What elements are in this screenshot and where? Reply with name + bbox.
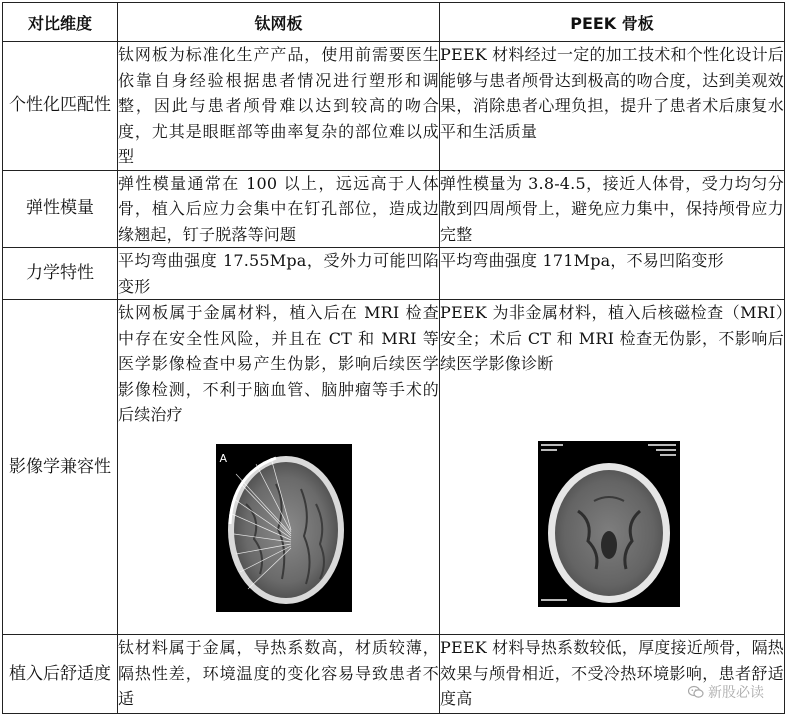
peek-ct-image-wrap (440, 441, 784, 615)
titanium-imaging-text: 钛网板属于金属材料，植入后在 MRI 检查中存在安全性风险，并且在 CT 和 MRI 等医学影像检查中易产生伪影，影响后续医学影像检测，不利于脑血管、脑肿瘤等手术的后续治疗 (118, 303, 439, 424)
titanium-ct-image-wrap (118, 444, 439, 620)
header-dimension: 对比维度 (3, 3, 118, 42)
watermark-text: 新股必读 (708, 685, 764, 701)
peek-cell: 平均弯曲强度 171Mpa，不易凹陷变形 (440, 248, 785, 300)
comparison-table (2, 2, 785, 714)
table-row (3, 42, 785, 171)
table-row (3, 248, 785, 300)
titanium-cell: 钛材料属于金属，导热系数高，材质较薄，隔热性差，环境温度的变化容易导致患者不适 (118, 635, 440, 714)
peek-ct-scan-image (538, 441, 680, 607)
table-row (3, 300, 785, 635)
ct-scan-drawing (538, 441, 680, 607)
row-label: 力学特性 (3, 248, 118, 300)
titanium-cell (118, 300, 440, 635)
titanium-cell: 平均弯曲强度 17.55Mpa，受外力可能凹陷变形 (118, 248, 440, 300)
row-label: 植入后舒适度 (3, 635, 118, 714)
peek-cell: PEEK 材料经过一定的加工技术和个性化设计后能够与患者颅骨达到极高的吻合度，达到美观效果，消除患者心理负担，提升了患者术后康复水平和生活质量 (440, 42, 785, 171)
header-titanium: 钛网板 (118, 3, 440, 42)
row-label: 个性化匹配性 (3, 42, 118, 171)
row-label: 弹性模量 (3, 170, 118, 248)
table-row (3, 635, 785, 714)
watermark (688, 682, 764, 702)
row-label: 影像学兼容性 (3, 300, 118, 635)
peek-cell: PEEK 材料导热系数较低，厚度接近颅骨，隔热效果与颅骨相近，不受冷热环境影响，患者舒适度高 (440, 635, 785, 714)
titanium-cell: 弹性模量通常在 100 以上，远远高于人体骨，植入后应力会集中在钉孔部位，造成边缘翘起，钉子脱落等问题 (118, 170, 440, 248)
ct-image-mark: A (219, 451, 228, 465)
table-row (3, 170, 785, 248)
ct-scan-drawing (216, 444, 352, 612)
peek-cell: 弹性模量为 3.8-4.5，接近人体骨，受力均匀分散到四周颅骨上，避免应力集中，保持颅骨应力完整 (440, 170, 785, 248)
header-peek: PEEK 骨板 (440, 3, 785, 42)
titanium-ct-scan-image (216, 444, 352, 612)
titanium-cell: 钛网板为标准化生产产品，使用前需要医生依靠自身经验根据患者情况进行塑形和调整，因此与患者颅骨难以达到较高的吻合度，尤其是眼眶部等曲率复杂的部位难以成型 (118, 42, 440, 171)
peek-cell (440, 300, 785, 635)
header-row (3, 3, 785, 42)
wechat-icon (688, 685, 704, 699)
peek-imaging-text: PEEK 为非金属材料，植入后核磁检查（MRI）安全；术后 CT 和 MRI 检查无伪影，不影响后续医学影像诊断 (440, 303, 784, 373)
